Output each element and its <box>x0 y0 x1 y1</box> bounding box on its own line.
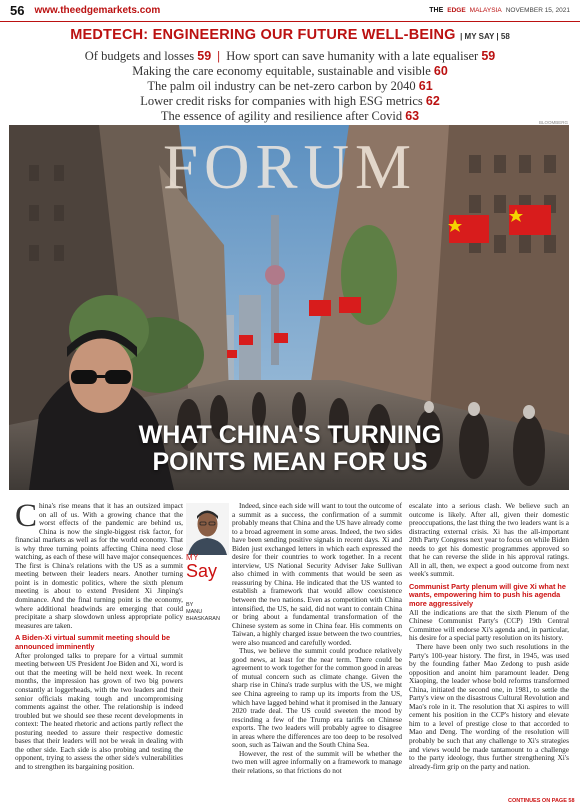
publication-info <box>429 7 570 14</box>
article-paragraph: After prolonged talks to prepare for a virtual summit meeting between US President Joe Biden and Xi, word is out that the meeting will be held next week. In recent months, the impression has grown of two big powers constantly at loggerheads, with the two leaders and their senior officials making tough and uncompromising comments against the other. The relationship is indeed troubled but we should see these recent developments in context: The heated rhetoric and actions partly reflect the posturing needed to assure their respective domestic bases that their leaders will not be weak in dealing with the other side. Each side is also probing and testing the opponent, trying to assess the other side's vulnerabilities and to strengthen its bargaining position. <box>15 650 183 771</box>
subheading: A Biden-Xi virtual summit meeting should be announced imminently <box>15 633 171 651</box>
article-paragraph: Indeed, since each side will want to tout the outcome of a summit as a success, the confirmation of a summit probably means that China and the US have already come to a broad agreement in some areas. Indeed, the two sides have been sending positive signals in recent days. Xi and Biden just exchanged letters in which each expressed the desire for their countries to work together. In a recent interview, US National Security Adviser Jake Sullivan also chimed in with comments that would be seen as reassuring by China. He indicated that the US wanted to establish a framework that would allow coexistence between the two nations. Even as competition with China intensified, the US, he said, did not want to contain China or bring about a fundamental transformation of the Chinese system as some in China fear. His comments on Taiwan, a highly charged issue between the two countries, were also nuanced and carefully worded. <box>232 502 402 647</box>
website-link[interactable]: www.theedgemarkets.com <box>34 5 161 16</box>
contents-page: 63 <box>405 109 420 123</box>
columnist-portrait <box>186 503 229 555</box>
article-headline <box>100 422 480 476</box>
brand-the: THE <box>429 7 444 14</box>
brand-edge: EDGE <box>447 7 466 14</box>
say-label: Say <box>186 561 218 581</box>
byline-by: BY <box>186 602 194 608</box>
contents-title: How sport can save humanity with a late equaliser <box>226 49 479 63</box>
article-paragraph: hina's rise means that it has an outsized impact on all of us. With a growing chance that the worst effects of the pandemic are behind us, China is now the single-biggest risk factor, for financial markets as well as for the world economy. That is why three turning points affecting China need close watching, as each of these will have major consequences. The first is China's relations with the US as a summit meeting between their leaders nears. Another turning point is in domestic politics, where the sixth plenum meeting is about to extend President Xi Jinping's dominance. And the final turning point is the economy, where additional headwinds are emerging that could precipitate a sharp slowdown unless appropriate policy measures are taken. <box>15 502 183 630</box>
dropcap: C <box>15 502 38 534</box>
contents-page: 60 <box>433 64 448 78</box>
section-title: FORUM <box>162 132 418 202</box>
contents-title: Making the care economy equitable, sustainable and visible <box>132 64 431 78</box>
subheading: Communist Party plenum will give Xi what he wants, empowering him to push his agenda more aggressively <box>409 581 566 608</box>
contents-title: The palm oil industry can be net-zero carbon by 2040 <box>147 79 416 93</box>
article-column-1 <box>15 502 183 802</box>
headline-line: WHAT CHINA'S TURNING <box>138 421 442 449</box>
article-paragraph: All the indications are that the sixth Plenum of the Chinese Communist Party's (CCP) 19th Central Committee will endorse Xi's agenda and, in particular, his desire for a special party resolution on its history. <box>409 607 569 643</box>
contents-title: The essence of agility and resilience after Covid <box>160 109 403 123</box>
contents-page: 59 <box>197 49 212 63</box>
contents-item[interactable] <box>0 94 580 109</box>
issue-date: NOVEMBER 15, 2021 <box>505 7 570 14</box>
my-say-label <box>186 553 217 580</box>
author-name: MANU BHASKARAN <box>186 609 220 622</box>
contents-item[interactable] <box>0 109 580 124</box>
contents-page: 59 <box>481 49 496 63</box>
my-label: MY <box>186 553 199 562</box>
banner-title: MEDTECH: ENGINEERING OUR FUTURE WELL-BEING <box>70 27 456 43</box>
contents-item[interactable] <box>0 49 580 64</box>
page-number: 56 <box>10 3 25 18</box>
sunglasses-right <box>105 370 131 384</box>
contents-page: 62 <box>425 94 440 108</box>
article-column-2 <box>232 502 402 802</box>
article-paragraph: escalate into a serious clash. We believe such an outcome is likely. After all, given their domestic preoccupations, the last thing the two leaders want is a distracting external crisis. Xi has the all-important 20th Party Congress next year to focus on while Biden needs to get his domestic programmes approved so that he can reverse the slide in his approval ratings. All in all, then, we expect a good outcome from next week's summit. <box>409 502 569 579</box>
continues-link[interactable]: CONTINUES ON PAGE 58 <box>508 798 575 804</box>
article-column-3 <box>409 502 569 782</box>
sunglasses-bridge <box>96 375 106 378</box>
contents-title: Lower credit risks for companies with high ESG metrics <box>140 94 423 108</box>
banner-section: | MY SAY | 58 <box>460 32 510 41</box>
article-paragraph: Thus, we believe the summit could produce relatively good news, at least for the near term. There could be agreement to work together for the common good in areas of mutual concern such as climate change. Given the sharp rise in China's trade surplus with the US, we might see China agreeing to ramp up its imports from the US, which have lagged behind what it promised in the January 2020 trade deal. The US could sweeten the mood by rescinding a few of the Trump era tariffs on Chinese exports. The two leaders will probably agree to disagree in areas where the differences are too deep to be resolved soon, such as Taiwan and the South China Sea. <box>232 646 402 750</box>
contents-item[interactable] <box>0 64 580 79</box>
tower-sphere <box>265 265 285 285</box>
byline <box>186 602 230 623</box>
article-paragraph: However, the rest of the summit will be whether the two men will agree informally on a framework to manage their relations, so that frictions do not <box>232 748 402 775</box>
sunglasses-left <box>71 370 97 384</box>
page-header <box>0 0 580 22</box>
brand-edition: MALAYSIA <box>469 7 502 14</box>
contents-separator: | <box>217 49 221 63</box>
photo-credit: BLOOMBERG <box>538 120 568 125</box>
contents-item[interactable] <box>0 79 580 94</box>
headline-line: POINTS MEAN FOR US <box>152 448 428 476</box>
contents-page: 61 <box>418 79 433 93</box>
contents-list <box>0 49 580 124</box>
medtech-banner[interactable] <box>0 26 580 44</box>
article-paragraph: There have been only two such resolutions in the Party's 100-year history. The first, in 1945, was used by the founding father Mao Zedong to push aside opposition and anoint him paramount leader. Deng Xiaoping, the leader whose bold reforms transformed China, initiated the second one, in 1981, to settle the Party's view on the disastrous Cultural Revolution and Mao's role in it. The resolution that Xi aspires to will cement his position in the CCP's history and elevate him to a level of prestige close to that accorded to Mao and Deng. The wording of the resolution will probably be such that any challenge to Xi's strategies and views would be made tantamount to a challenge to the party ideology, thus further strengthening Xi's already-firm grip on the party and nation. <box>409 642 569 771</box>
contents-title: Of budgets and losses <box>84 49 195 63</box>
